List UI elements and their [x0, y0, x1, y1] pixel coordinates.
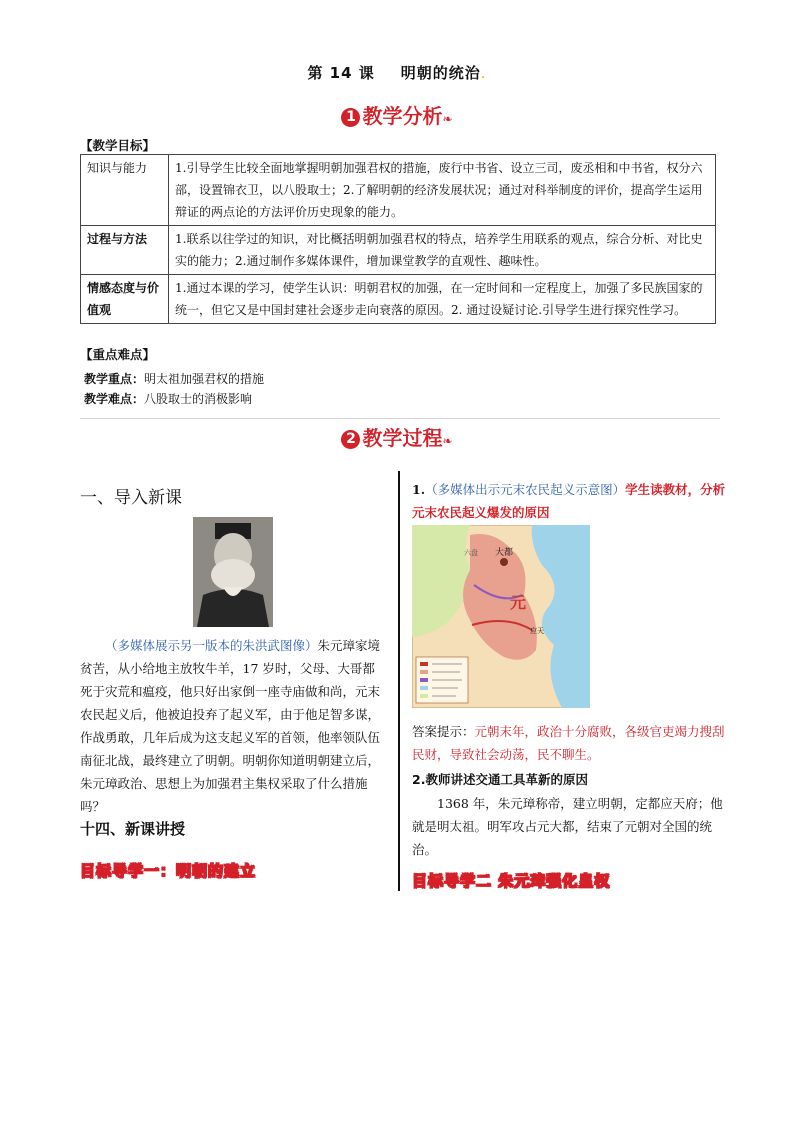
goal-label: 知识与能力	[81, 155, 169, 226]
yuan-uprising-map	[412, 525, 590, 708]
lesson-name: 明朝的统治	[400, 64, 481, 82]
map-yuan-label: 元	[510, 593, 527, 612]
target-badge-2: 目标导学二 朱元璋强化皇权	[412, 872, 611, 890]
goals-table	[80, 154, 716, 324]
map-city-label: 应天	[530, 627, 544, 635]
answer-text: 元朝末年，政治十分腐败，各级官吏竭力搜刮民财，导致社会动荡，民不聊生。	[412, 724, 725, 762]
target-badge-1: 目标导学一：明朝的建立	[80, 862, 257, 880]
goal-text: 1.引导学生比较全面地掌握明朝加强君权的措施，废行中书省、设立三司，废丞相和中书省，权分六部，设置锦衣卫，以八股取士；2.了解明朝的经济发展状况；通过对科举制度的评价，提高学生运用辩证的两点论的方法评价历史现象的能力。	[169, 155, 716, 226]
section-title: 教学分析	[362, 104, 443, 128]
item1-media-note: （多媒体出示元末农民起义示意图）	[425, 482, 626, 497]
item1-heading	[412, 478, 730, 524]
divider-line	[80, 418, 720, 419]
answer-label: 答案提示：	[412, 724, 475, 739]
intro-paragraph	[80, 634, 386, 818]
section-heading-process	[0, 422, 794, 451]
item1-number: 1.	[412, 482, 426, 497]
difficulty-label: 教学难点：	[84, 392, 145, 406]
difficulty-text: 八股取士的消极影响	[144, 392, 253, 406]
table-row	[81, 155, 716, 226]
section-number-badge: 2	[341, 430, 360, 449]
table-row	[81, 226, 716, 275]
section-number-badge: 1	[341, 108, 360, 127]
intro-text: 朱元璋家境贫苦，从小给地主放牧牛羊，17 岁时，父母、大哥都死于灾荒和瘟疫，他只好出家倒一座寺庙做和尚，元末农民起义后，他被迫投弃了起义军，由于他足智多谋，作战勇敢，几年后成为这支起义军的首领，他率领队伍南征北战，最终建立了明朝。明朝你知道明朝建立后，朱元璋政治、思想上为加强君主集权采取了什么措施吗？	[80, 638, 381, 814]
difficulty-line	[84, 390, 252, 407]
page-title	[0, 62, 794, 83]
goals-label: 【教学目标】	[80, 138, 156, 153]
map-liupan-label: 六盘	[464, 549, 478, 557]
goal-label: 情感态度与价值观	[81, 275, 169, 324]
goal-label: 过程与方法	[81, 226, 169, 275]
column-divider	[398, 471, 400, 891]
portrait-caption: （多媒体展示另一版本的朱洪武图像）	[105, 638, 318, 653]
uprising-map	[412, 525, 590, 708]
answer-paragraph	[412, 720, 730, 766]
portrait-image	[193, 517, 273, 627]
focus-label: 教学重点：	[84, 372, 145, 386]
lecture-heading: 十四、新课讲授	[80, 820, 186, 838]
focus-line	[84, 370, 264, 387]
goal-text: 1.通过本课的学习，使学生认识：明朝君权的加强，在一定时间和一定程度上，加强了多民族国家的统一，但它又是中国封建社会逐步走向衰落的原因。2. 通过设疑讨论.引导学生进行探究性学习。	[169, 275, 716, 324]
focus-text: 明太祖加强君权的措施	[144, 372, 265, 386]
keypoints-label: 【重点难点】	[80, 347, 156, 362]
intro-heading: 一、导入新课	[80, 488, 182, 508]
leaf-icon: ❧	[442, 112, 453, 126]
item2-paragraph: 1368 年，朱元璋称帝，建立明朝，定都应天府；他就是明太祖。明军攻占元大都，结束了元朝对全国的统治。	[412, 796, 723, 857]
leaf-icon: ❧	[442, 434, 453, 448]
zhu-yuanzhang-portrait	[193, 517, 273, 627]
map-capital-label: 大都	[494, 548, 514, 558]
table-row	[81, 275, 716, 324]
section-title: 教学过程	[362, 426, 443, 450]
title-dot: .	[480, 64, 487, 82]
item2-heading: 2.教师讲述交通工具革新的原因	[412, 772, 588, 787]
goal-text: 1.联系以往学过的知识，对比概括明朝加强君权的特点，培养学生用联系的观点，综合分析、对比史实的能力；2.通过制作多媒体课件，增加课堂教学的直观性、趣味性。	[169, 226, 716, 275]
section-heading-analysis	[0, 100, 794, 129]
lesson-number: 第 14 课	[307, 64, 375, 82]
item1-instruction: 学生读教材，分析元末农民起义爆发的原因	[412, 482, 726, 520]
